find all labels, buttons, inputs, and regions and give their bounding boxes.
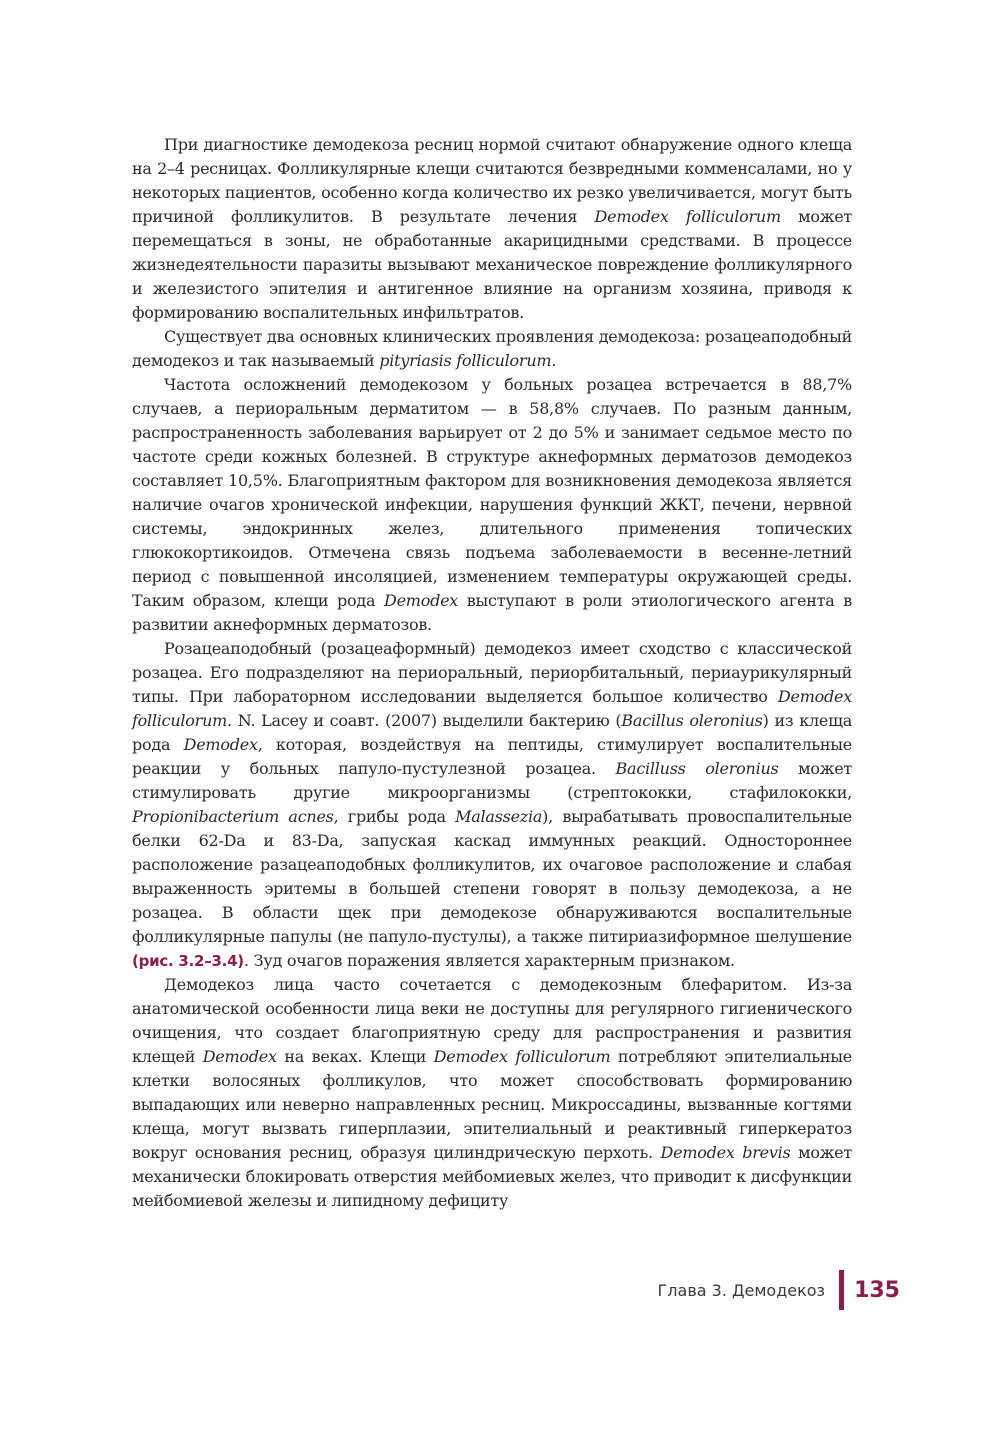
text-run: , которая, воздействуя на пептиды, стимулирует воспалительные реакции у больных папуло-пустулезной розацеа. [132,735,852,778]
italic-term: Bacillus oleronius [621,711,763,730]
text-run: . N. Lacey и соавт. (2007) выделили бактерию ( [227,711,622,730]
text-run: ) из клеща рода [132,711,852,754]
text-run: может перемещаться в зоны, не обработанные акарицидными средствами. В процессе жизнедеятельности паразиты вызывают механическое повреждение фолликулярного и железистого эпителия и антигенное влияние на организм хозяина, приводя к формированию воспалительных инфильтратов. [132,207,853,322]
italic-term: Demodex folliculorum [433,1047,611,1066]
text-run: . Зуд очагов поражения является характерным признаком. [243,951,735,970]
text-run: Частота осложнений демодекозом у больных розацеа встречается в 88,7% случаев, а периоральным дерматитом — в 58,8% случаев. По разным данным, распространенность заболевания варьирует от 2 до 5% и занимает седьмое место по частоте среди кожных болезней. В структуре акнеформных дерматозов демодекоз составляет 10,5%. Благоприятным фактором для возникновения демодекоза является наличие очагов хронической инфекции, нарушения функций ЖКТ, печени, нервной системы, эндокринных желез, длительного применения топических глюкокортикоидов. Отмечена связь подъема заболеваемости в весенне-летний период с повышенной инсоляцией, изменением температуры окружающей среды. Таким образом, клещи рода [132,375,852,610]
text-run: Розацеаподобный (розацеаформный) демодекоз имеет сходство с классической розацеа. Его подразделяют на периоральный, периорбитальный, периаурикулярный типы. При лабораторном исследовании выделяется большое количество [132,639,852,706]
italic-term: Demodex folliculorum [132,687,852,730]
text-run: потребляют эпителиальные клетки волосяных фолликулов, что может способствовать формированию выпадающих или неверно направленных ресниц. Микроссадины, вызванные когтями клеща, могут вызвать гиперплазии, эпителиальный и реактивный гиперкератоз вокруг основания ресниц, образуя цилиндрическую перхоть. [132,1047,852,1162]
footer-divider [839,1270,844,1310]
text-run: может стимулировать другие микроорганизмы (стрептококки, стафилококки, [132,759,853,802]
text-run: , грибы рода [333,807,456,826]
page-footer [658,1270,900,1310]
text-run: выступают в роли этиологического агента в развитии акнеформных дерматозов. [132,591,852,634]
paragraph [132,973,852,1213]
paragraph [132,133,852,325]
body-text [132,133,852,1213]
figure-reference: (рис. 3.2–3.4) [132,952,244,970]
italic-term: Propionibacterium acnes [132,807,334,826]
text-run: может механически блокировать отверстия мейбомиевых желез, что приводит к дисфункции мейбомиевой железы и липидному дефициту [132,1143,852,1210]
italic-term: Demodex brevis [660,1143,791,1162]
text-run: При диагностике демодекоза ресниц нормой считают обнаружение одного клеща на 2–4 ресницах. Фолликулярные клещи считаются безвредными комменсалами, но у некоторых пациентов, особенно когда количество их резко увеличивается, могут быть причиной фолликулитов. В результате лечения [132,135,852,226]
italic-term: Demodex [202,1047,277,1066]
page-number: 135 [854,1277,900,1303]
text-run: Существует два основных клинических проявления демодекоза: розацеаподобный демодекоз и так называемый [132,327,852,370]
italic-term: Demodex folliculorum [594,207,781,226]
paragraph [132,325,852,373]
text-run: на веках. Клещи [276,1047,434,1066]
text-run: Демодекоз лица часто сочетается с демодекозным блефаритом. Из-за анатомической особенности лица веки не доступны для регулярного гигиенического очищения, что создает благоприятную среду для распространения и развития клещей [132,975,852,1066]
chapter-title: Глава 3. Демодекоз [657,1280,826,1300]
text-run: ), вырабатывать провоспалительные белки 62-Da и 83-Da, запуская каскад иммунных реакций. Одностороннее расположение разацеаподобных фолликулитов, их очаговое расположение и слабая выраженность эритемы в большей степени говорят в пользу демодекоза, а не розацеа. В области щек при демодекозе обнаруживаются воспалительные фолликулярные папулы (не папуло-пустулы), а также питириазиформное шелушение [132,807,853,946]
paragraph [132,373,852,637]
italic-term: Demodex [383,591,459,610]
italic-term: Demodex [183,735,258,754]
italic-term: Bacilluss oleronius [615,759,779,778]
italic-term: pityriasis folliculorum [379,351,552,370]
text-run: . [551,351,557,370]
paragraph [132,637,852,973]
italic-term: Malassezia [455,807,543,826]
